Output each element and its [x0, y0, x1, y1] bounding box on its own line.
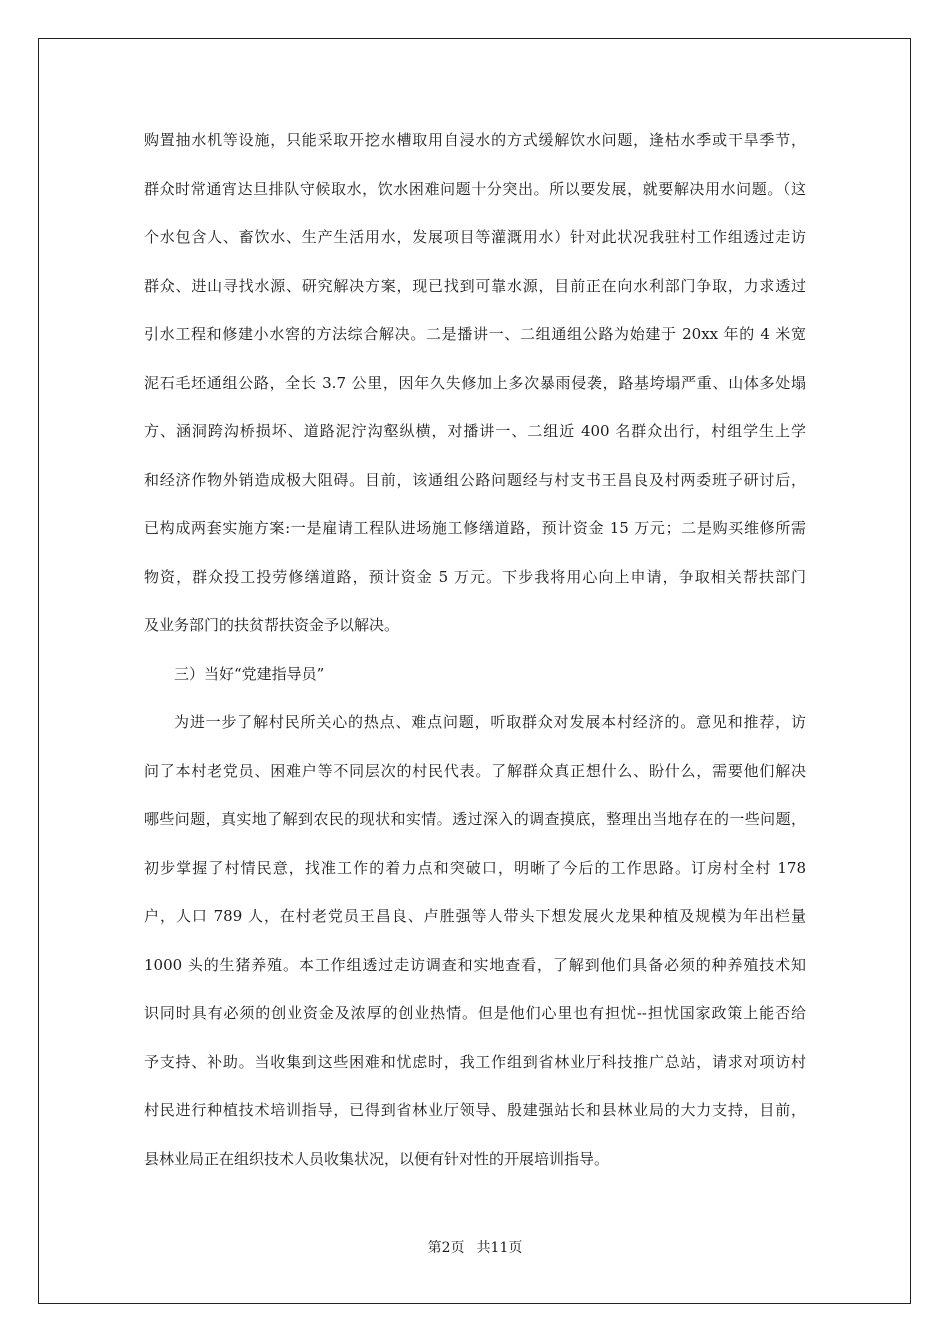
- text-line: 泥石毛坯通组公路，全长 3.7 公里，因年久失修加上多次暴雨侵袭，路基垮塌严重、山体多处塌: [144, 373, 806, 392]
- text-line: 予支持、补助。当收集到这些困难和忧虑时，我工作组到省林业厅科技推广总站，请求对项访村: [144, 1052, 806, 1071]
- page-number: 第2页: [427, 1240, 465, 1256]
- text-line: 物资，群众投工投劳修缮道路，预计资金 5 万元。下步我将用心向上申请，争取相关帮扶部门: [144, 567, 806, 586]
- document-body: [144, 123, 806, 1190]
- text-line: 为进一步了解村民所关心的热点、难点问题，听取群众对发展本村经济的。意见和推荐，访: [174, 713, 806, 731]
- text-line: 群众时常通宵达旦排队守候取水，饮水困难问题十分突出。所以要发展，就要解决用水问题。（这: [144, 179, 806, 198]
- page-footer: [0, 1238, 950, 1258]
- section-heading: 三）当好“党建指导员”: [174, 664, 325, 683]
- text-line: 初步掌握了村情民意，找准工作的着力点和突破口，明晰了今后的工作思路。订房村全村 178: [144, 858, 806, 877]
- text-line: 哪些问题，真实地了解到农民的现状和实情。透过深入的调查摸底，整理出当地存在的一些问题，: [144, 810, 806, 828]
- text-line: 方、涵洞跨沟桥损坏、道路泥泞沟壑纵横，对播讲一、二组近 400 名群众出行，村组学生上学: [144, 422, 806, 440]
- text-line: 户，人口 789 人，在村老党员王昌良、卢胜强等人带头下想发展火龙果种植及规模为年出栏量: [144, 907, 806, 925]
- text-line: 个水包含人、畜饮水、生产生活用水，发展项目等灌溉用水）针对此状况我驻村工作组透过走访: [144, 228, 806, 246]
- text-line: 已构成两套实施方案:一是雇请工程队进场施工修缮道路，预计资金 15 万元；二是购买维修所需: [144, 519, 806, 537]
- text-line: 1000 头的生猪养殖。本工作组透过走访调查和实地查看，了解到他们具备必须的种养殖技术知: [144, 955, 806, 974]
- text-line: 群众、进山寻找水源、研究解决方案，现已找到可靠水源，目前正在向水利部门争取，力求透过: [144, 276, 806, 295]
- text-line: 及业务部门的扶贫帮扶资金予以解决。: [144, 616, 400, 634]
- text-line: 引水工程和修建小水窖的方法综合解决。二是播讲一、二组通组公路为始建于 20xx 年的 4 米宽: [144, 325, 806, 343]
- text-line: 购置抽水机等设施，只能采取开挖水槽取用自浸水的方式缓解饮水问题，逢枯水季或干旱季节，: [144, 131, 806, 149]
- text-line: 县林业局正在组织技术人员收集状况，以便有针对性的开展培训指导。: [144, 1149, 610, 1168]
- text-line: 村民进行种植技术培训指导，已得到省林业厅领导、殷建强站长和县林业局的大力支持，目前，: [144, 1101, 806, 1119]
- text-line: 识同时具有必须的创业资金及浓厚的创业热情。但是他们心里也有担忧--担忧国家政策上能否给: [144, 1004, 806, 1022]
- text-line: 和经济作物外销造成极大阻碍。目前，该通组公路问题经与村支书王昌良及村两委班子研讨后，: [144, 470, 806, 489]
- text-line: 问了本村老党员、困难户等不同层次的村民代表。了解群众真正想什么、盼什么，需要他们解决: [144, 761, 806, 780]
- page-total: 共11页: [476, 1240, 523, 1256]
